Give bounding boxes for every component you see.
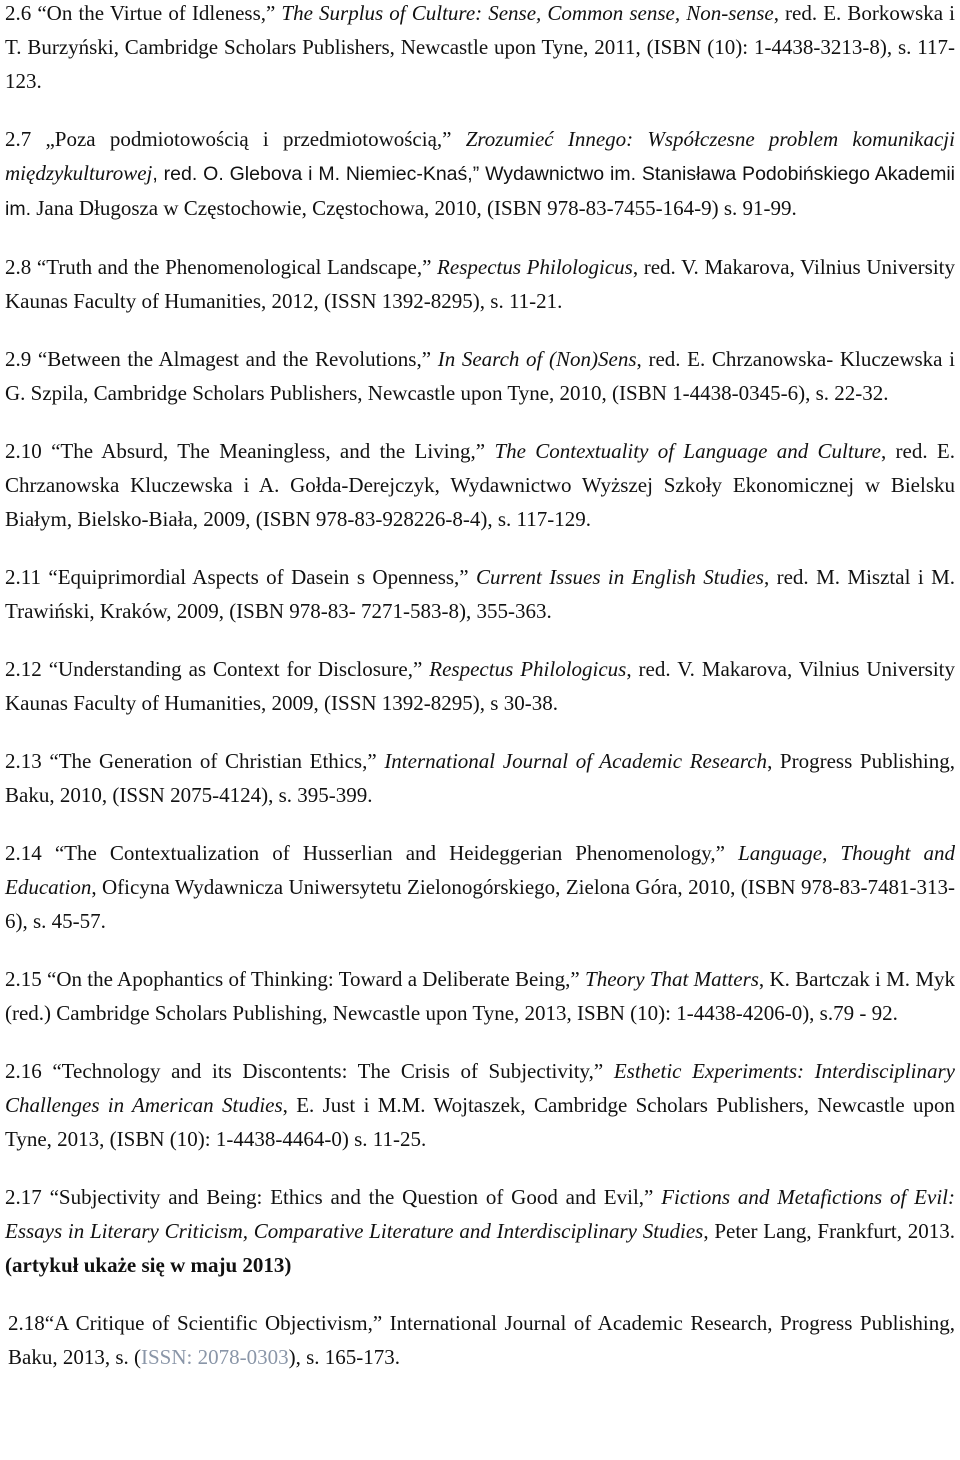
- entry-text: , red. E. Borkowska i T. Burzyński, Cambridge Scholars Publishers, Newcastle upon Tyne, 2011, (ISBN (10): 1-4438-3213-8), s. 117-123.: [5, 1, 955, 93]
- publication-entry-2-7: [5, 122, 955, 226]
- entry-venue-title: International Journal of Academic Research: [384, 749, 768, 773]
- entry-venue-title: The Surplus of Culture: Sense, Common sense, Non-sense: [281, 1, 774, 25]
- entry-text: , red. V. Makarova, Vilnius University Kaunas Faculty of Humanities, 2009, (ISSN 1392-8295), s 30-38.: [5, 657, 955, 715]
- publication-entry-2-13: [5, 744, 955, 812]
- entry-text: „Poza podmiotowością i przedmiotowością,”: [31, 127, 466, 151]
- entry-number: 2.6: [5, 1, 32, 25]
- publication-entry-2-17: [5, 1180, 955, 1282]
- entry-text: , red. V. Makarova, Vilnius University Kaunas Faculty of Humanities, 2012, (ISSN 1392-8295), s. 11-21.: [5, 255, 955, 313]
- entry-number: 2.8: [5, 255, 32, 279]
- entry-text: “Equiprimordial Aspects of Dasein s Openness,”: [40, 565, 477, 589]
- entry-number: 2.18: [8, 1311, 45, 1335]
- entry-venue-title: Respectus Philologicus: [437, 255, 633, 279]
- entry-text: , red. M. Misztal i M. Trawiński, Kraków, 2009, (ISBN 978-83- 7271-583-8), 355-363.: [5, 565, 955, 623]
- entry-text: Jana Długosza w Częstochowie, Częstochowa, 2010, (ISBN 978-83-7455-164-9) s. 91-99.: [31, 196, 797, 220]
- entry-venue-title: In Search of (Non)Sens: [437, 347, 637, 371]
- entry-number: 2.7: [5, 127, 32, 151]
- publication-entry-2-11: [5, 560, 955, 628]
- publication-entry-2-15: [5, 962, 955, 1030]
- entry-number: 2.17: [5, 1185, 42, 1209]
- entry-text: “The Contextualization of Husserlian and Heideggerian Phenomenology,”: [41, 841, 739, 865]
- publication-entry-2-14: [5, 836, 955, 938]
- entry-text: “Understanding as Context for Disclosure,”: [41, 657, 430, 681]
- publication-entry-2-10: [5, 434, 955, 536]
- entry-text: , red. E. Chrzanowska Kluczewska i A. Gołda-Derejczyk, Wydawnictwo Wyższej Szkoły Ekonomicznej w Bielsku Białym, Bielsko-Biała, 2009, (ISBN 978-83-928226-8-4), s. 117-129.: [5, 439, 955, 531]
- entry-number: 2.16: [5, 1059, 42, 1083]
- entry-text: , Peter Lang, Frankfurt, 2013.: [703, 1219, 955, 1243]
- entry-number: 2.15: [5, 967, 42, 991]
- entry-text: “The Generation of Christian Ethics,”: [41, 749, 385, 773]
- entry-text: “A Critique of Scientific Objectivism,” International Journal of Academic Research, Progress Publishing, Baku, 2013, s. (: [8, 1311, 955, 1369]
- entry-text: , Progress Publishing, Baku, 2010, (ISSN 2075-4124), s. 395-399.: [5, 749, 955, 807]
- entry-venue-title: Zrozumieć Innego: Współczesne problem komunikacji międzykulturowej: [5, 127, 955, 185]
- entry-text: ), s. 165-173.: [288, 1345, 401, 1369]
- entry-text: “Subjectivity and Being: Ethics and the Question of Good and Evil,”: [41, 1185, 662, 1209]
- entry-venue-title: Esthetic Experiments: Interdisciplinary Challenges in American Studies: [5, 1059, 955, 1117]
- entry-number: 2.12: [5, 657, 42, 681]
- entry-text: “Between the Almagest and the Revolutions,”: [31, 347, 438, 371]
- entry-text: “Truth and the Phenomenological Landscape,”: [31, 255, 438, 279]
- entry-text: “On the Apophantics of Thinking: Toward a Deliberate Being,”: [41, 967, 586, 991]
- entry-number: 2.14: [5, 841, 42, 865]
- entry-venue-title: Respectus Philologicus: [429, 657, 627, 681]
- entry-note: (artykuł ukaże się w maju 2013): [5, 1253, 292, 1277]
- entry-text: , red. O. Glebova i M. Niemiec-Knaś,” Wydawnictwo im. Stanisława Podobińskiego Akademii im.: [5, 163, 955, 220]
- entry-venue-title: Theory That Matters: [585, 967, 759, 991]
- entry-text: ISSN: 2078-0303: [141, 1345, 289, 1369]
- entry-text: , E. Just i M.M. Wojtaszek, Cambridge Scholars Publishers, Newcastle upon Tyne, 2013, (ISBN (10): 1-4438-4464-0) s. 11-25.: [5, 1093, 956, 1151]
- entry-venue-title: Current Issues in English Studies: [476, 565, 764, 589]
- entry-text: , Oficyna Wydawnicza Uniwersytetu Zielonogórskiego, Zielona Góra, 2010, (ISBN 978-83-7481-313-6), s. 45-57.: [5, 875, 955, 933]
- entry-number: 2.11: [5, 565, 41, 589]
- entry-text: “On the Virtue of Idleness,”: [31, 1, 282, 25]
- entry-number: 2.10: [5, 439, 42, 463]
- publication-entry-2-16: [5, 1054, 955, 1156]
- entry-venue-title: Fictions and Metafictions of Evil: Essays in Literary Criticism, Comparative Literature and Interdisciplinary Studies: [5, 1185, 955, 1243]
- publication-entry-2-18: [5, 1306, 955, 1374]
- entry-venue-title: Language, Thought and Education: [5, 841, 955, 899]
- publication-entry-2-8: [5, 250, 955, 318]
- publication-entry-2-12: [5, 652, 955, 720]
- publication-entry-2-9: [5, 342, 955, 410]
- entry-number: 2.13: [5, 749, 42, 773]
- entry-text: , K. Bartczak i M. Myk (red.) Cambridge Scholars Publishing, Newcastle upon Tyne, 2013, ISBN (10): 1-4438-4206-0), s.79 - 92.: [5, 967, 955, 1025]
- entry-text: “Technology and its Discontents: The Crisis of Subjectivity,”: [41, 1059, 614, 1083]
- entry-text: , red. E. Chrzanowska- Kluczewska i G. Szpila, Cambridge Scholars Publishers, Newcastle upon Tyne, 2010, (ISBN 1-4438-0345-6), s. 22-32.: [5, 347, 955, 405]
- entry-venue-title: The Contextuality of Language and Culture: [494, 439, 881, 463]
- publication-list: [5, 0, 955, 1374]
- entry-number: 2.9: [5, 347, 32, 371]
- publication-entry-2-6: [5, 0, 955, 98]
- entry-text: “The Absurd, The Meaningless, and the Living,”: [41, 439, 495, 463]
